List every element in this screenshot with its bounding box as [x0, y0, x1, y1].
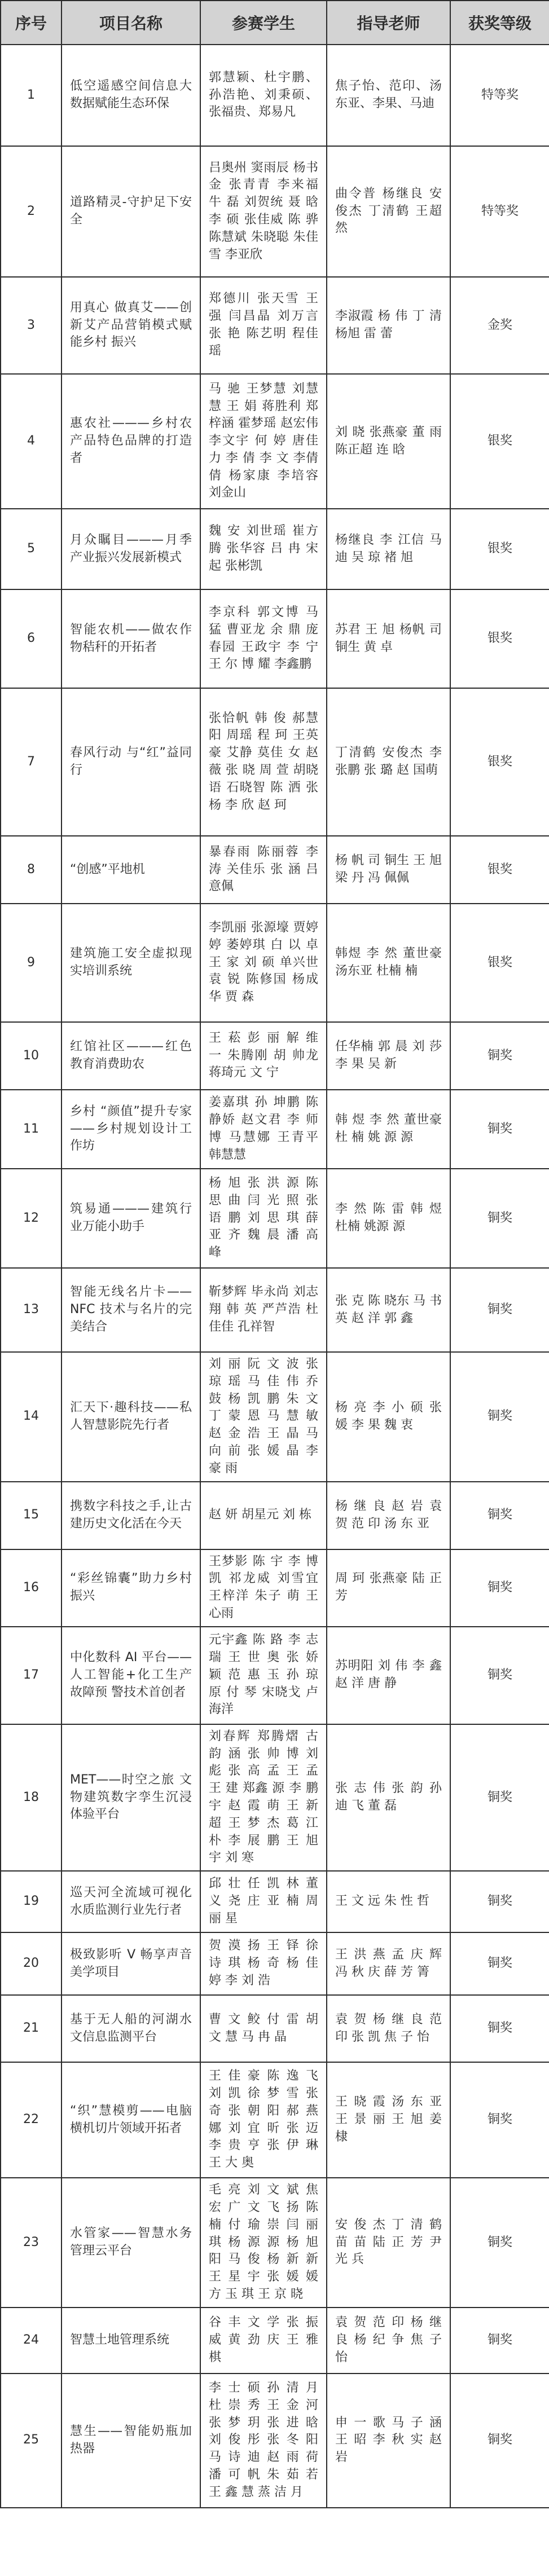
row-no: 2: [1, 146, 62, 277]
row-students: 马 驰 王梦慧 刘慧慧 王 娟 蒋胜利 郑梓涵 霍梦瑶 赵宏伟 李文宇 何 婷 唐佳力 李 倩 李 文 李倩倩 杨家康 李培容 刘金山: [200, 374, 327, 509]
row-no: 18: [1, 1724, 62, 1871]
table-row: [1, 904, 549, 1022]
table-row: [1, 2178, 549, 2308]
row-award: 特等奖: [450, 45, 549, 146]
row-project-name: 中化数科 AI 平台——人工智能+化工生产故障预 警技术首创者: [62, 1627, 200, 1724]
row-teachers: 杨继良 李 江信 马 迪 吴 琼 褚 旭: [327, 509, 450, 589]
row-no: 13: [1, 1268, 62, 1352]
row-students: 杨 旭 张 洪 源 陈 思 曲 闫 光 照 张 语 鹏 刘 思 琪 薛 亚 齐 魏 晨 潘 高 峰: [200, 1169, 327, 1268]
row-students: 李京科 郭文博 马 猛 曹亚龙 余 鼎 庞春园 王政宇 李 宁 王 尔 博 耀 李鑫鹏: [200, 589, 327, 688]
row-award: 银奖: [450, 589, 549, 688]
table-body: [1, 45, 549, 2508]
row-project-name: 基于无人船的河湖水文信息监测平台: [62, 1995, 200, 2062]
row-students: 赵 妍 胡星元 刘 栋: [200, 1482, 327, 1549]
table-row: [1, 509, 549, 589]
row-students: 刘 丽 阮 文 波 张 琼 瑶 马 佳 伟 乔 鼓 杨 凯 鹏 朱 文 丁 蒙 恩 马 慧 敏 赵 金 浩 王 晶 马 向 前 张 媛 晶 李 豪 雨: [200, 1352, 327, 1482]
row-no: 21: [1, 1995, 62, 2062]
row-no: 23: [1, 2178, 62, 2308]
table-row: [1, 374, 549, 509]
row-no: 7: [1, 688, 62, 836]
row-students: 贺 漠 扬 王 铎 徐 诗 琪 杨 奇 杨 佳 婷 李 刘 浩: [200, 1932, 327, 1995]
table-row: [1, 1022, 549, 1090]
row-teachers: 焦子怡、范印、汤东亚、李果、马迪: [327, 45, 450, 146]
row-project-name: 道路精灵-守护足下安全: [62, 146, 200, 277]
row-award: 铜奖: [450, 1482, 549, 1549]
row-teachers: 安 俊 杰 丁 清 鹤 苗 苗 陆 正 芳 尹 光 兵: [327, 2178, 450, 2308]
row-award: 铜奖: [450, 1169, 549, 1268]
table-row: [1, 1268, 549, 1352]
row-project-name: 智能农机——做农作物秸秆的开拓者: [62, 589, 200, 688]
table-row: [1, 1549, 549, 1627]
table-row: [1, 146, 549, 277]
row-students: 张恰帆 韩 俊 郝慧阳 周瑶 程 珂 王英豪 艾静 莫佳 女 赵薇 张 晓 周 萱 胡晓语 石晓智 陈 洒 张杨 李 欣 赵 珂: [200, 688, 327, 836]
row-project-name: “织”慧模剪——电脑横机切片领域开拓者: [62, 2062, 200, 2178]
row-no: 24: [1, 2308, 62, 2374]
row-students: 王 佳 豪 陈 逸 飞 刘 凯 徐 梦 雪 张 奇 张 朝 阳 郝 燕 娜 刘 宜 昕 张 迈 李 贵 亨 张 伊 琳 王 大 奥: [200, 2062, 327, 2178]
row-award: 铜奖: [450, 2374, 549, 2508]
row-project-name: 红馆社区———红色教育消费助农: [62, 1022, 200, 1090]
row-no: 17: [1, 1627, 62, 1724]
row-project-name: 汇天下·趣科技——私人智慧影院先行者: [62, 1352, 200, 1482]
row-teachers: 王 晓 霞 汤 东 亚 王 景 丽 王 旭 姜 棣: [327, 2062, 450, 2178]
table-row: [1, 2374, 549, 2508]
row-teachers: 杨 亮 李 小 硕 张 媛 李 果 魏 衷: [327, 1352, 450, 1482]
row-students: 吕奥州 窦雨辰 杨书金 张青青 李来福 牛 磊 刘贺统 聂 晗 李 硕 张佳威 陈 骅 陈慧斌 朱晓聪 朱佳雪 李亚欣: [200, 146, 327, 277]
table-row: [1, 1352, 549, 1482]
row-project-name: 用真心 做真艾——创新艾产品营销模式赋能乡村 振兴: [62, 277, 200, 374]
row-award: 银奖: [450, 836, 549, 904]
table-row: [1, 1090, 549, 1169]
row-no: 9: [1, 904, 62, 1022]
row-students: 姜嘉琪 孙 坤鹏 陈静娇 赵文君 李 师博 马慧娜 王青平 韩慧慧: [200, 1090, 327, 1169]
row-award: 铜奖: [450, 1995, 549, 2062]
row-teachers: 李淑霞 杨 伟 丁 清 杨旭 雷 蕾: [327, 277, 450, 374]
row-teachers: 李 然 陈 雷 韩 煜 杜楠 姚源 源: [327, 1169, 450, 1268]
row-project-name: 筑易通———建筑行业万能小助手: [62, 1169, 200, 1268]
row-project-name: 慧生——智能奶瓶加热器: [62, 2374, 200, 2508]
table-row: [1, 2062, 549, 2178]
row-project-name: 乡村 “颜值”提升专家——乡村规划设计工作坊: [62, 1090, 200, 1169]
table-row: [1, 1932, 549, 1995]
row-teachers: 丁清鹤 安俊杰 李 张鹏 张 璐 赵 国萌: [327, 688, 450, 836]
row-project-name: 智能无线名片卡——NFC 技术与名片的完美结合: [62, 1268, 200, 1352]
row-students: 刘春辉 郑腾熠 古 韵 涵 张 帅 博 刘 彪 张 高 孟 王 孟 王 建 郑鑫 源 李 鹏 宇 赵 霞 萌 王 新 超 王 梦 杰 葛 江 朴 李 展 鹏 王 旭 宇 刘 寒: [200, 1724, 327, 1871]
table-row: [1, 45, 549, 146]
row-students: 曹 文 鲛 付 雷 胡 文 慧 马 冉 晶: [200, 1995, 327, 2062]
row-students: 靳梦辉 毕永尚 刘志翔 韩 英 严芦浩 杜佳佳 孔祥智: [200, 1268, 327, 1352]
table-row: [1, 1482, 549, 1549]
row-project-name: 建筑施工安全虚拟现实培训系统: [62, 904, 200, 1022]
row-award: 铜奖: [450, 2308, 549, 2374]
row-students: 王梦影 陈 宇 李 博 凯 祁龙威 刘雪宜 王梓洋 朱子 萌 王心雨: [200, 1549, 327, 1627]
table-row: [1, 2308, 549, 2374]
row-award: 铜奖: [450, 1627, 549, 1724]
row-award: 铜奖: [450, 2178, 549, 2308]
header-no: 序号: [1, 1, 62, 45]
row-award: 银奖: [450, 688, 549, 836]
row-students: 郑德川 张天雪 王 强 闫昌晶 刘万言 张 艳 陈艺明 程佳瑶: [200, 277, 327, 374]
row-teachers: 周 珂 张燕豪 陆 正 芳: [327, 1549, 450, 1627]
row-award: 银奖: [450, 509, 549, 589]
row-award: 铜奖: [450, 1724, 549, 1871]
row-award: 金奖: [450, 277, 549, 374]
row-no: 25: [1, 2374, 62, 2508]
row-project-name: “彩丝锦囊”助力乡村振兴: [62, 1549, 200, 1627]
row-students: 王 菘 彭 丽 解 维 一 朱腾刚 胡 帅龙 蒋琦元 文 宁: [200, 1022, 327, 1090]
header-teachers: 指导老师: [327, 1, 450, 45]
row-no: 6: [1, 589, 62, 688]
row-students: 谷 丰 文 学 张 振 威 黄 劲 庆 王 雅 棋: [200, 2308, 327, 2374]
header-project-name: 项目名称: [62, 1, 200, 45]
row-no: 15: [1, 1482, 62, 1549]
row-students: 邱 壮 任 凯 林 董 义 尧 庄 亚 楠 周 丽 星: [200, 1871, 327, 1932]
row-students: 元宇鑫 陈 路 李 志 瑞 王 世 奥 张 娇 颖 范 惠 玉 孙 琼 原 付 琴 宋晓戈 卢海洋: [200, 1627, 327, 1724]
row-no: 4: [1, 374, 62, 509]
row-teachers: 苏君 王 旭 杨帆 司铜生 黄 卓: [327, 589, 450, 688]
row-teachers: 任华楠 郭 晨 刘 莎 李 果 吴 新: [327, 1022, 450, 1090]
row-project-name: “创感”平地机: [62, 836, 200, 904]
row-no: 14: [1, 1352, 62, 1482]
table-header: [1, 1, 549, 45]
table-row: [1, 1627, 549, 1724]
row-no: 22: [1, 2062, 62, 2178]
row-no: 8: [1, 836, 62, 904]
row-teachers: 张 志 伟 张 韵 孙 迪 飞 董 磊: [327, 1724, 450, 1871]
row-teachers: 王 文 远 朱 性 哲: [327, 1871, 450, 1932]
row-award: 铜奖: [450, 1871, 549, 1932]
row-teachers: 苏明阳 刘 伟 李 鑫 赵 洋 唐 静: [327, 1627, 450, 1724]
row-teachers: 袁 贺 杨 继 良 范 印 张 凯 焦 子 怡: [327, 1995, 450, 2062]
row-project-name: 春风行动 与“红”益同行: [62, 688, 200, 836]
table-row: [1, 1724, 549, 1871]
row-no: 19: [1, 1871, 62, 1932]
row-teachers: 杨 继 良 赵 岩 袁 贺 范 印 汤 东 亚: [327, 1482, 450, 1549]
row-teachers: 刘 晓 张燕豪 董 雨 陈正超 连 晗: [327, 374, 450, 509]
row-no: 20: [1, 1932, 62, 1995]
row-project-name: 惠农社———乡村农产品特色品牌的打造者: [62, 374, 200, 509]
row-teachers: 张 克 陈 晓东 马 书 英 赵 洋 郭 鑫: [327, 1268, 450, 1352]
row-project-name: 巡天河全流域可视化水质监测行业先行者: [62, 1871, 200, 1932]
row-teachers: 杨 帆 司 铜生 王 旭 梁 丹 冯 佩佩: [327, 836, 450, 904]
row-students: 暴春雨 陈丽蓉 李 涛 关佳乐 张 涵 吕意佩: [200, 836, 327, 904]
row-project-name: 水管家——智慧水务管理云平台: [62, 2178, 200, 2308]
table-row: [1, 836, 549, 904]
row-students: 郭慧颖、杜宇鹏、孙浩艳、刘秉硕、张福贵、郑易凡: [200, 45, 327, 146]
table-row: [1, 1995, 549, 2062]
row-project-name: 月众瞩目———月季产业振兴发展新模式: [62, 509, 200, 589]
table-row: [1, 1871, 549, 1932]
row-award: 铜奖: [450, 1022, 549, 1090]
row-award: 铜奖: [450, 1352, 549, 1482]
row-award: 铜奖: [450, 2062, 549, 2178]
row-students: 李凯丽 张源壕 贾婷 婷 萎婷琪 白 以 卓 王 家 刘 硕 单兴世 袁 锐 陈修国 杨成华 贾 森: [200, 904, 327, 1022]
row-no: 1: [1, 45, 62, 146]
header-students: 参赛学生: [200, 1, 327, 45]
table-row: [1, 688, 549, 836]
table-row: [1, 277, 549, 374]
row-award: 铜奖: [450, 1090, 549, 1169]
row-award: 银奖: [450, 904, 549, 1022]
row-students: 魏 安 刘世瑶 崔方腾 张华容 吕 冉 宋 起 张彬凯: [200, 509, 327, 589]
row-award: 银奖: [450, 374, 549, 509]
row-project-name: MET——时空之旅 文物建筑数字孪生沉浸体验平台: [62, 1724, 200, 1871]
table-row: [1, 589, 549, 688]
row-teachers: 申 一 歌 马 子 涵 王 昭 李 秋 实 赵 岩: [327, 2374, 450, 2508]
row-no: 11: [1, 1090, 62, 1169]
row-project-name: 低空遥感空间信息大数据赋能生态环保: [62, 45, 200, 146]
row-no: 3: [1, 277, 62, 374]
header-award: 获奖等级: [450, 1, 549, 45]
row-students: 李 士 硕 孙 清 月 杜 崇 秀 王 金 河 张 梦 玥 张 进 晗 刘 俊 彤 张 冬 阳 马 诗 迪 赵 雨 荷 潘 可 帆 朱 茹 若 王 鑫 慧 蒸 洁 月: [200, 2374, 327, 2508]
row-project-name: 极致影听 V 畅享声音美学项目: [62, 1932, 200, 1995]
row-no: 12: [1, 1169, 62, 1268]
row-teachers: 王 洪 燕 孟 庆 辉 冯 秋 庆 薛 芳 箐: [327, 1932, 450, 1995]
row-project-name: 携数字科技之手,让古建历史文化活在今天: [62, 1482, 200, 1549]
row-teachers: 韩 煜 李 然 董世豪 杜 楠 姚 源 源: [327, 1090, 450, 1169]
row-award: 铜奖: [450, 1932, 549, 1995]
row-award: 铜奖: [450, 1268, 549, 1352]
row-no: 5: [1, 509, 62, 589]
row-teachers: 韩煜 李 然 董世豪 汤东亚 杜楠 楠: [327, 904, 450, 1022]
table-row: [1, 1169, 549, 1268]
row-no: 10: [1, 1022, 62, 1090]
row-teachers: 袁 贺 范 印 杨 继 良 杨 纪 争 焦 子 怡: [327, 2308, 450, 2374]
row-teachers: 曲令普 杨继良 安俊杰 丁清鹤 王超然: [327, 146, 450, 277]
row-award: 铜奖: [450, 1549, 549, 1627]
row-students: 毛 亮 刘 文 斌 焦 宏 广 文 飞 扬 陈 楠 付 瑜 崇 闫 丽 琪 杨 源 源 杨 旭 阳 马 俊 杨 新 新 王 星 宇 张 媛 媛 方 玉 琪 王 京 晓: [200, 2178, 327, 2308]
row-no: 16: [1, 1549, 62, 1627]
row-award: 特等奖: [450, 146, 549, 277]
row-project-name: 智慧土地管理系统: [62, 2308, 200, 2374]
